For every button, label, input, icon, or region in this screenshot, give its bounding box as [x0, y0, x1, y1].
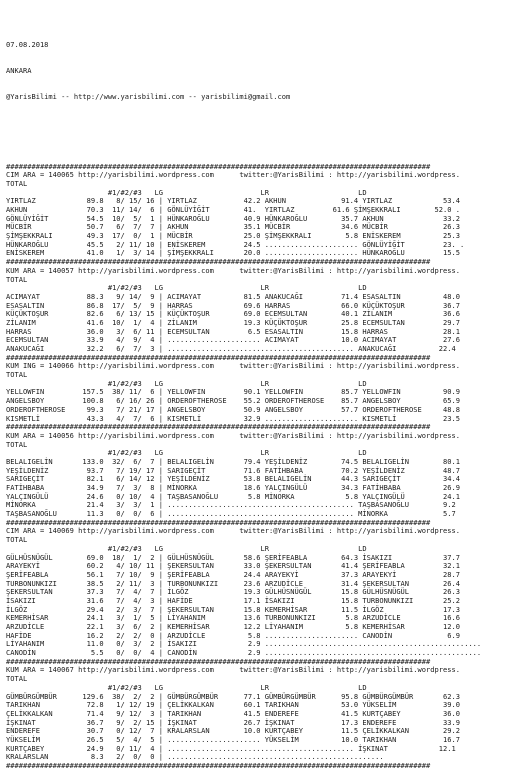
- horse-row: FATİHBABA 34.9 7/ 3/ 8 | MİNORKA 18.6 YALÇINGÜLÜ 34.3 FATİHBABA 26.9: [6, 483, 460, 493]
- race-sections: [6, 163, 529, 771]
- race-section: [6, 354, 529, 424]
- horse-row: MÜCBİR 50.7 6/ 7/ 7 | AKHUN 35.1 MÜCBİR 34.6 MÜCBİR 26.3: [6, 222, 460, 232]
- horse-row: CANODİN 5.5 0/ 0/ 4 | CANODİN 2.9 ...................................................: [6, 648, 482, 658]
- race-title: KUM ARA = 140067 http://yarisbilimi.wordpress.com twitter:@YarisBilimi : http://yarisbilimi.wordpress.: [6, 665, 460, 675]
- race-title: KUM ARA = 140057 http://yarisbilimi.wordpress.com twitter:@YarisBilimi : http://yarisbilimi.wordpress.: [6, 265, 460, 275]
- horse-row: YELLOWFIN 157.5 38/ 11/ 6 | YELLOWFIN 90.1 YELLOWFIN 85.7 YELLOWFIN 90.9: [6, 387, 460, 397]
- column-header-total: TOTAL: [6, 439, 28, 449]
- report-header: [6, 23, 529, 119]
- horse-row: HÜNKAROĞLU 45.5 2/ 11/ 10 | ENİSKEREM 24.5 ...................... GÖNLÜYİĞİT 23. .: [6, 239, 465, 249]
- section-separator: ####################################################################################################: [6, 352, 431, 362]
- horse-row: ANAKUCAĞI 32.2 6/ 7/ 3 | ............................................ ANAKUCAĞI 22.4: [6, 344, 456, 354]
- horse-row: GÜMBÜRGÜMBÜR 129.6 38/ 2/ 2 | GÜMBÜRGÜMBÜR 77.1 GÜMBÜRGÜMBÜR 95.8 GÜMBÜRGÜMBÜR 62.3: [6, 691, 460, 701]
- column-header-placings: #1/#2/#3 LG LR LD: [6, 378, 367, 388]
- horse-row: ARZUDİCLE 22.1 3/ 6/ 2 | KEMERHİSAR 12.2 LİYAHANIM 5.8 KEMERHİSAR 12.0: [6, 622, 460, 632]
- horse-row: ŞEKERSULTAN 37.3 7/ 4/ 7 | İLGÖZ 19.3 GÜLHÜSNÜGÜL 15.8 GÜLHÜSNÜGÜL 26.3: [6, 587, 460, 597]
- horse-row: ARAYEKYİ 60.2 4/ 10/ 11 | ŞEKERSULTAN 33.0 ŞEKERSULTAN 41.4 ŞERİFEABLA 32.1: [6, 561, 460, 571]
- horse-row: ENİSKEREM 41.0 1/ 3/ 14 | ŞİMŞEKKRALI 20.0 ...................... HÜNKAROĞLU 15.5: [6, 248, 460, 258]
- horse-row: ECEMSULTAN 33.9 4/ 9/ 4 | ...................... ACIMAYAT 10.0 ACIMAYAT 27.6: [6, 335, 460, 345]
- horse-row: ŞİMŞEKKRALI 49.3 17/ 0/ 1 | MÜCBİR 25.0 ŞİMŞEKKRALI 5.8 ENİSKEREM 25.3: [6, 231, 460, 241]
- horse-row: ZİLANIM 41.6 10/ 1/ 4 | ZİLANIM 19.3 KÜÇÜKTOŞUR 25.8 ECEMSULTAN 29.7: [6, 317, 460, 327]
- race-section: [6, 163, 529, 259]
- horse-row: YÜKSELİM 26.5 5/ 4/ 5 | ...................... YÜKSELİM 10.0 TARIKHAN 16.7: [6, 734, 460, 744]
- section-separator: ####################################################################################################: [6, 257, 431, 267]
- horse-row: KISMETLİ 43.3 4/ 7/ 6 | KISMETLİ 32.9 ...................... KISMETLİ 23.5: [6, 413, 460, 423]
- race-title: CIM ARA = 140069 http://yarisbilimi.wordpress.com twitter:@YarisBilimi : http://yarisbilimi.wordpress.: [6, 526, 460, 536]
- column-header-placings: #1/#2/#3 LG LR LD: [6, 187, 367, 197]
- column-header-total: TOTAL: [6, 535, 28, 545]
- horse-row: AKHUN 70.3 11/ 14/ 6 | GÖNLÜYİĞİT 41. YIRTLAZ 61.6 ŞİMŞEKKRALI 52.0 .: [6, 205, 460, 215]
- horse-row: ACIMAYAT 88.3 9/ 14/ 9 | ACIMAYAT 81.5 ANAKUCAĞI 71.4 ESASALTIN 48.0: [6, 291, 460, 301]
- horse-row: KRALARSLAN 8.3 2/ 0/ 0 | ...................................................: [6, 752, 384, 762]
- horse-row: HARRAS 36.0 3/ 6/ 11 | ECEMSULTAN 6.5 ESASALTIN 15.8 HARRAS 28.1: [6, 326, 460, 336]
- horse-row: ANGELSBOY 100.8 6/ 16/ 26 | ORDEROFTHEROSE 55.2 ORDEROFTHEROSE 85.7 ANGELSBOY 65.9: [6, 396, 460, 406]
- horse-row: YEŞİLDENİZ 93.7 7/ 19/ 17 | SARIGEÇİT 71.6 FATİHBABA 70.2 YEŞİLDENİZ 48.7: [6, 465, 460, 475]
- horse-row: YALÇINGÜLÜ 24.6 0/ 10/ 4 | TAŞBASANOĞLU 5.8 MİNORKA 5.8 YALÇINGÜLÜ 24.1: [6, 491, 460, 501]
- horse-row: HAFİDE 16.2 2/ 2/ 0 | ARZUDİCLE 5.8 ...................... CANODİN 6.9: [6, 630, 460, 640]
- section-separator: ####################################################################################################: [6, 656, 431, 666]
- report-city: ANKARA: [6, 65, 32, 75]
- horse-row: KÜÇÜKTOŞUR 82.6 6/ 13/ 15 | KÜÇÜKTOŞUR 69.0 ECEMSULTAN 40.1 ZİLANIM 36.6: [6, 309, 460, 319]
- horse-row: BELALIGELİN 133.0 32/ 6/ 7 | BELALIGELİN 79.4 YEŞİLDENİZ 74.5 BELALIGELİN 80.1: [6, 456, 460, 466]
- horse-row: TURBONUNKIZI 38.5 2/ 11/ 3 | TURBONUNKIZI 23.6 ARZUDİCLE 31.4 ŞEKERSULTAN 26.4: [6, 578, 460, 588]
- column-header-placings: #1/#2/#3 LG LR LD: [6, 682, 367, 692]
- horse-row: LİYAHANIM 11.0 0/ 3/ 2 | İSAKIZI 2.9 ...................................................: [6, 639, 482, 649]
- horse-row: ORDEROFTHEROSE 99.3 7/ 21/ 17 | ANGELSBOY 50.9 ANGELSBOY 57.7 ORDEROFTHEROSE 48.8: [6, 404, 460, 414]
- race-section: [6, 258, 529, 354]
- horse-row: İSAKIZI 31.6 7/ 4/ 3 | HAFİDE 17.1 İSAKIZI 15.8 TURBONUNKIZI 25.2: [6, 595, 460, 605]
- horse-row: ESASALTIN 86.8 17/ 5/ 9 | HARRAS 69.6 HARRAS 66.0 KÜÇÜKTOŞUR 36.7: [6, 300, 460, 310]
- column-header-total: TOTAL: [6, 674, 28, 684]
- section-separator: ####################################################################################################: [6, 517, 431, 527]
- horse-row: KURTÇABEY 24.9 0/ 11/ 4 | ............................................ İŞKINAT 12.1: [6, 743, 456, 753]
- horse-row: MİNORKA 21.4 3/ 3/ 1 | ............................................ TAŞBASANOĞLU 9.2: [6, 500, 456, 510]
- horse-row: GÖNLÜYİĞİT 54.5 10/ 5/ 1 | HÜNKAROĞLU 40.9 HÜNKAROĞLU 35.7 AKHUN 33.2: [6, 213, 460, 223]
- horse-row: KEMERHİSAR 24.1 3/ 1/ 5 | LİYAHANIM 13.6 TURBONUNKIZI 5.8 ARZUDİCLE 16.6: [6, 613, 460, 623]
- horse-row: ENDEREFE 30.7 0/ 12/ 7 | KRALARSLAN 10.0 KURTÇABEY 11.5 ÇELİKKALKAN 29.2: [6, 726, 460, 736]
- horse-row: GÜLHÜSNÜGÜL 69.0 18/ 1/ 2 | GÜLHÜSNÜGÜL 58.6 ŞERİFEABLA 64.3 İSAKIZI 37.7: [6, 552, 460, 562]
- report-date: 07.08.2018: [6, 39, 49, 49]
- horse-row: ÇELİKKALKAN 71.4 9/ 12/ 3 | TARIKHAN 41.5 ENDEREFE 41.5 KURTÇABEY 36.0: [6, 708, 460, 718]
- horse-row: TAŞBASANOĞLU 11.3 0/ 0/ 6 | ............................................ MİNORKA 5.7: [6, 509, 456, 519]
- section-separator: ####################################################################################################: [6, 161, 431, 171]
- column-header-total: TOTAL: [6, 370, 28, 380]
- race-section: [6, 519, 529, 658]
- spacer: [6, 137, 529, 146]
- report-credits: @YarisBilimi -- http://www.yarisbilimi.com -- yarisbilimi@gmail.com: [6, 92, 291, 101]
- column-header-total: TOTAL: [6, 178, 28, 188]
- race-section: [6, 658, 529, 762]
- horse-row: TARIKHAN 72.8 1/ 12/ 19 | ÇELİKKALKAN 60.1 TARIKHAN 53.0 YÜKSELİM 39.0: [6, 700, 460, 710]
- race-title: KUM ING = 140066 http://yarisbilimi.wordpress.com twitter:@YarisBilimi : http://yarisbilimi.wordpress.: [6, 361, 460, 371]
- column-header-placings: #1/#2/#3 LG LR LD: [6, 448, 367, 458]
- column-header-total: TOTAL: [6, 274, 28, 284]
- horse-row: İŞKINAT 36.7 9/ 2/ 15 | İŞKINAT 26.7 İŞKINAT 17.3 ENDEREFE 33.9: [6, 717, 460, 727]
- race-section: [6, 423, 529, 519]
- horse-row: İLGÖZ 29.4 2/ 3/ 7 | ŞEKERSULTAN 15.8 KEMERHİSAR 11.5 İLGÖZ 17.3: [6, 604, 460, 614]
- column-header-placings: #1/#2/#3 LG LR LD: [6, 283, 367, 293]
- horse-row: SARIGEÇİT 82.1 6/ 14/ 12 | YEŞİLDENİZ 53.8 BELALIGELİN 44.3 SARIGEÇİT 34.4: [6, 474, 460, 484]
- column-header-placings: #1/#2/#3 LG LR LD: [6, 543, 367, 553]
- race-title: KUM ARA = 140056 http://yarisbilimi.wordpress.com twitter:@YarisBilimi : http://yarisbilimi.wordpress.: [6, 430, 460, 440]
- race-title: CIM ARA = 140065 http://yarisbilimi.wordpress.com twitter:@YarisBilimi : http://yarisbilimi.wordpress.: [6, 170, 460, 180]
- horse-row: ŞERİFEABLA 56.1 7/ 10/ 9 | ŞERİFEABLA 24.4 ARAYEKYİ 37.3 ARAYEKYİ 28.7: [6, 569, 460, 579]
- section-separator: ####################################################################################################: [6, 422, 431, 432]
- section-separator: ####################################################################################################: [6, 761, 431, 771]
- horse-row: YIRTLAZ 89.8 8/ 15/ 16 | YIRTLAZ 42.2 AKHUN 91.4 YIRTLAZ 53.4: [6, 196, 460, 206]
